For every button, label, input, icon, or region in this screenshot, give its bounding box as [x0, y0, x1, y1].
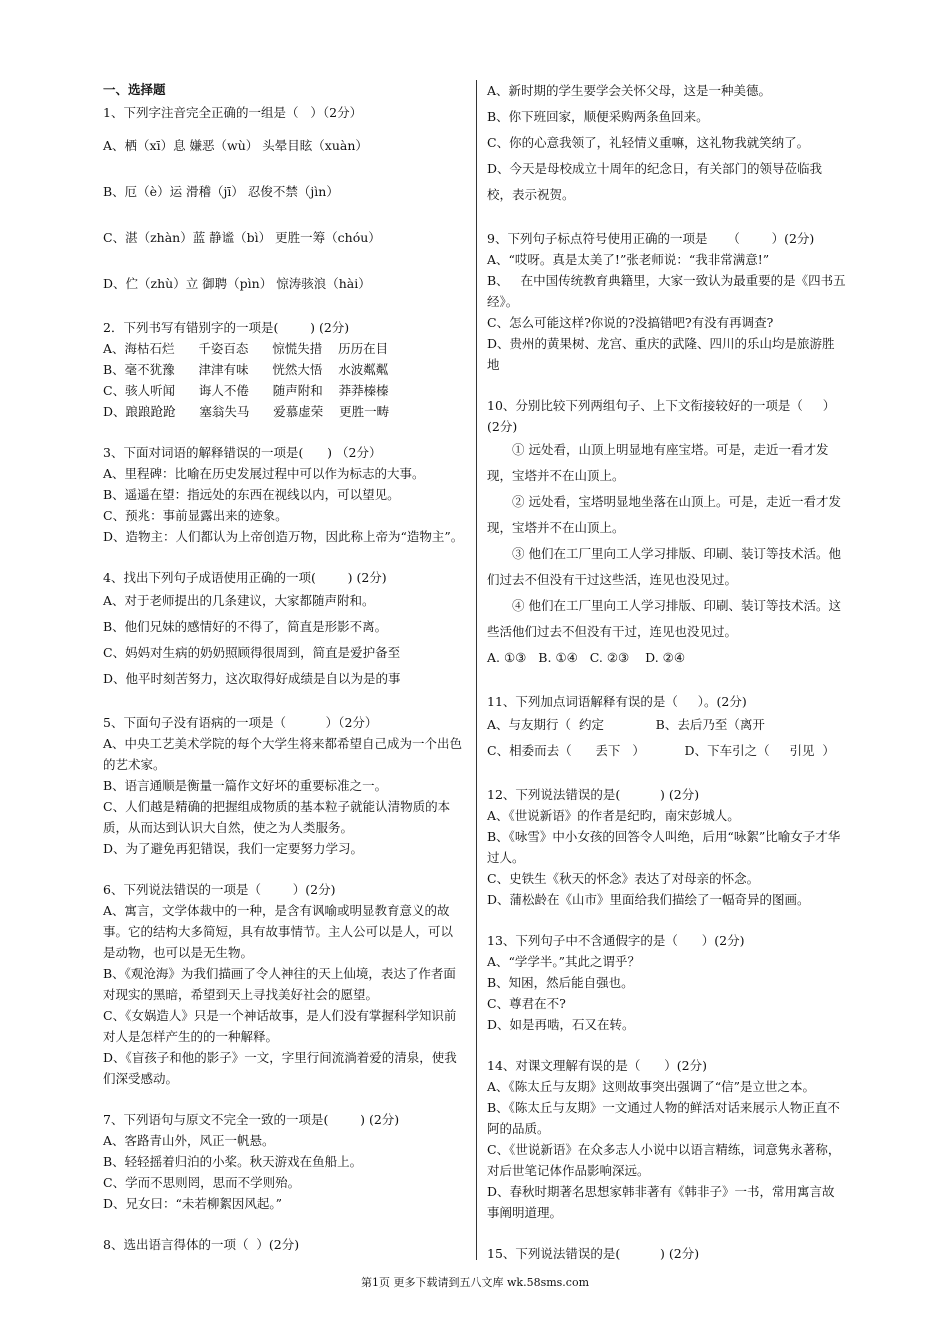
option-c: C、骇人听闻 诲人不倦 随声附和 莽莽榛榛 — [103, 383, 389, 398]
question-stem: 1、下列字注音完全正确的一组是（ ）（2分） — [103, 105, 363, 120]
option-c: C、史铁生《秋天的怀念》表达了对母亲的怀念。 — [487, 871, 760, 886]
sentence-4: ④ 他们在工厂里向工人学习排版、印刷、装订等技术活。这些活他们过去不但没有干过，连见也没见过。 — [487, 598, 841, 639]
question-stem: 4、找出下列句子成语使用正确的一项( ) (2分) — [103, 570, 387, 585]
question-8 — [103, 1234, 465, 1255]
question-3 — [103, 442, 465, 547]
option-c: C、妈妈对生病的奶奶照顾得很周到，简直是爱护备至 — [103, 645, 401, 660]
option-d: D、蒲松龄在《山市》里面给我们描绘了一幅奇异的图画。 — [487, 892, 810, 907]
option-a: A、海枯石烂 千姿百态 惊慌失措 历历在目 — [103, 341, 389, 356]
question-stem: 15、下列说法错误的是( ) (2分) — [487, 1246, 700, 1261]
option-row-ab: A、与友期行（ 约定 B、去后乃至（离开 — [487, 717, 773, 732]
option-a: A、《陈太丘与友期》这则故事突出强调了“信”是立世之本。 — [487, 1079, 816, 1094]
option-d: D、春秋时期著名思想家韩非著有《韩非子》一书，常用寓言故事阐明道理。 — [487, 1184, 835, 1220]
option-a: A、对于老师提出的几条建议，大家都随声附和。 — [103, 593, 375, 608]
option-b: B、《咏雪》中小女孩的回答令人叫绝，后用“咏絮”比喻女子才华过人。 — [487, 829, 841, 865]
option-a: A、客路青山外，风正一帆悬。 — [103, 1133, 275, 1148]
sentence-3: ③ 他们在工厂里向工人学习排版、印刷、装订等技术活。他们过去不但没有干过这些活，连见也没见过。 — [487, 546, 841, 587]
option-d: D、他平时刻苦努力，这次取得好成绩是自以为是的事 — [103, 671, 401, 686]
question-14 — [487, 1055, 847, 1223]
option-b: B、语言通顺是衡量一篇作文好坏的重要标准之一。 — [103, 778, 388, 793]
question-15 — [487, 1243, 847, 1264]
option-c: C、湛（zhàn）蓝 静谧（bì） 更胜一筹（chóu） — [103, 230, 381, 245]
question-4 — [103, 567, 465, 692]
question-stem: 7、下列语句与原文不完全一致的一项是( ) (2分) — [103, 1112, 400, 1127]
option-row-cd: C、相委而去（ 丢下 ） D、下车引之（ 引见 ） — [487, 743, 835, 758]
option-d: D、如是再啮，石又在转。 — [487, 1017, 635, 1032]
sentence-2: ② 远处看，宝塔明显地坐落在山顶上。可是，走近一看才发现，宝塔并不在山顶上。 — [487, 494, 841, 535]
option-a: A、《世说新语》的作者是纪昀，南宋彭城人。 — [487, 808, 740, 823]
option-c: C、怎么可能这样?你说的?没搞错吧?有没有再调查? — [487, 315, 774, 330]
question-stem: 3、下面对词语的解释错误的一项是( ) （2分） — [103, 445, 382, 460]
option-d: D、贵州的黄果树、龙宫、重庆的武隆、四川的乐山均是旅游胜地 — [487, 336, 835, 372]
option-b: B、毫不犹豫 津津有味 恍然大悟 水波粼粼 — [103, 362, 389, 377]
question-10 — [487, 395, 847, 671]
answer-choices: A. ①③ B. ①④ C. ②③ D. ②④ — [487, 650, 686, 665]
option-b: B、知困，然后能自强也。 — [487, 975, 634, 990]
question-12 — [487, 784, 847, 910]
option-a: A、寓言，文学体裁中的一种，是含有讽喻或明显教育意义的故事。它的结构大多简短，具有故事情节。主人公可以是人，可以是动物，也可以是无生物。 — [103, 903, 454, 960]
option-c: C、学而不思则罔，思而不学则殆。 — [103, 1175, 301, 1190]
question-stem: 8、选出语言得体的一项（ ）(2分) — [103, 1237, 300, 1252]
question-5 — [103, 712, 465, 859]
option-a: A、中央工艺美术学院的每个大学生将来都希望自己成为一个出色的艺术家。 — [103, 736, 463, 772]
option-a: A、新时期的学生要学会关怀父母，这是一种美德。 — [487, 83, 772, 98]
option-a: A、里程碑：比喻在历史发展过程中可以作为标志的大事。 — [103, 466, 425, 481]
sentence-1: ① 远处看，山顶上明显地有座宝塔。可是，走近一看才发现，宝塔并不在山顶上。 — [487, 442, 829, 483]
option-d: D、造物主：人们都认为上帝创造万物，因此称上帝为“造物主”。 — [103, 529, 464, 544]
question-2 — [103, 317, 465, 422]
option-b: B、遥遥在望：指远处的东西在视线以内，可以望见。 — [103, 487, 400, 502]
option-d: D、踉踉跄跄 塞翁失马 爱慕虚荣 更胜一畴 — [103, 404, 390, 419]
option-c: C、《世说新语》在众多志人小说中以语言精练，词意隽永著称，对后世笔记体作品影响深远。 — [487, 1142, 841, 1178]
option-a: A、“哎呀。真是太美了!”张老师说：“我非常满意!” — [487, 252, 770, 267]
option-c: C、尊君在不? — [487, 996, 566, 1011]
option-d: D、兄女曰：“未若柳絮因风起。” — [103, 1196, 283, 1211]
option-b: B、《观沧海》为我们描画了令人神往的天上仙境，表达了作者面对现实的黑暗，希望到天上寻找美好社会的愿望。 — [103, 966, 456, 1002]
question-stem: 13、下列句子中不含通假字的是（ ）(2分) — [487, 933, 745, 948]
option-a: A、“学学半。”其此之谓乎？ — [487, 954, 641, 969]
option-b: B、厄（è）运 滑稽（jī） 忍俊不禁（jìn） — [103, 184, 339, 199]
option-c: C、你的心意我领了，礼轻情义重嘛，这礼物我就笑纳了。 — [487, 135, 810, 150]
option-d: D、伫（zhù）立 御聘（pìn） 惊涛骇浪（hài） — [103, 276, 371, 291]
question-stem: 2．下列书写有错别字的一项是( ) (2分) — [103, 320, 350, 335]
right-column — [487, 78, 847, 1264]
question-stem: 10、分别比较下列两组句子、上下文衔接较好的一项是（ ）(2分) — [487, 398, 836, 434]
question-9 — [487, 228, 847, 375]
left-column — [103, 78, 465, 1255]
question-6 — [103, 879, 465, 1089]
option-b: B、 在中国传统教育典籍里，大家一致认为最重要的是《四书五经》。 — [487, 273, 846, 309]
option-b: B、轻轻摇着归泊的小桨。秋天游戏在鱼船上。 — [103, 1154, 363, 1169]
option-d: D、今天是母校成立十周年的纪念日，有关部门的领导莅临我校，表示祝贺。 — [487, 161, 823, 202]
question-7 — [103, 1109, 465, 1214]
page-footer: 第1页 更多下载请到五八文库 wk.58sms.com — [361, 1276, 589, 1289]
option-a: A、栖（xī）息 嫌恶（wù） 头晕目眩（xuàn） — [103, 138, 368, 153]
option-c: C、《女娲造人》只是一个神话故事，是人们没有掌握科学知识前对人是怎样产生的的一种解释。 — [103, 1008, 457, 1044]
question-stem: 5、下面句子没有语病的一项是（ ）（2分） — [103, 715, 378, 730]
question-stem: 12、下列说法错误的是( ) (2分) — [487, 787, 700, 802]
question-stem: 9、下列句子标点符号使用正确的一项是 （ ）(2分) — [487, 231, 815, 246]
option-b: B、《陈太丘与友期》一文通过人物的鲜活对话来展示人物正直不阿的品质。 — [487, 1100, 840, 1136]
option-d: D、为了避免再犯错误，我们一定要努力学习。 — [103, 841, 364, 856]
question-stem: 6、下列说法错误的一项是（ ）(2分) — [103, 882, 336, 897]
option-c: C、人们越是精确的把握组成物质的基本粒子就能认清物质的本质，从而达到认识大自然，使之为人类服务。 — [103, 799, 451, 835]
question-8-options — [487, 78, 847, 208]
option-b: B、你下班回家，顺便采购两条鱼回来。 — [487, 109, 709, 124]
question-11 — [487, 691, 847, 764]
column-divider — [476, 80, 477, 1260]
question-stem: 14、对课文理解有误的是（ ）(2分) — [487, 1058, 707, 1073]
option-b: B、他们兄妹的感情好的不得了，简直是形影不离。 — [103, 619, 388, 634]
section-title: 一、选择题 — [103, 82, 166, 97]
question-1 — [103, 102, 465, 307]
option-c: C、预兆：事前显露出来的迹象。 — [103, 508, 288, 523]
question-stem: 11、下列加点词语解释有误的是（ ）。(2分) — [487, 694, 747, 709]
question-13 — [487, 930, 847, 1035]
option-d: D、《盲孩子和他的影子》一文，字里行间流淌着爱的清泉，使我们深受感动。 — [103, 1050, 457, 1086]
